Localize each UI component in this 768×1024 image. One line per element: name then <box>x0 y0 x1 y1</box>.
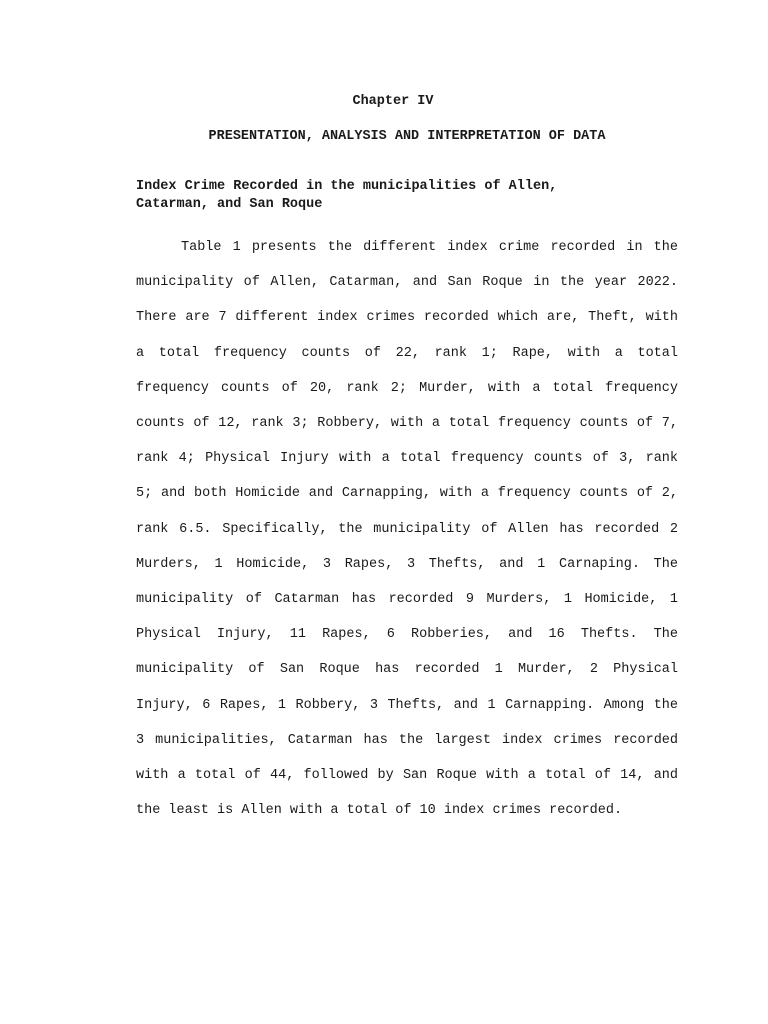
body-paragraph: Table 1 presents the different index crime recorded in the municipality of Allen, Catarman, and San Roque in the year 2022. There are 7 different index crimes recorded which are, Theft, with a total frequency counts of 22, rank 1; Rape, with a total frequency counts of 20, rank 2; Murder, with a total frequency counts of 12, rank 3; Robbery, with a total frequency counts of 7, rank 4; Physical Injury with a total frequency counts of 3, rank 5; and both Homicide and Carnapping, with a frequency counts of 2, rank 6.5. Specifically, the municipality of Allen has recorded 2 Murders, 1 Homicide, 3 Rapes, 3 Thefts, and 1 Carnaping. The municipality of Catarman has recorded 9 Murders, 1 Homicide, 1 Physical Injury, 11 Rapes, 6 Robberies, and 16 Thefts. The municipality of San Roque has recorded 1 Murder, 2 Physical Injury, 6 Rapes, 1 Robbery, 3 Thefts, and 1 Carnapping. Among the 3 municipalities, Catarman has the largest index crimes recorded with a total of 44, followed by San Roque with a total of 14, and the least is Allen with a total of 10 index crimes recorded. <box>136 240 678 819</box>
chapter-heading: Chapter IV <box>352 94 434 109</box>
subheading: Index Crime Recorded in the municipalities of Allen, Catarman, and San Roque <box>136 179 558 212</box>
section-title: PRESENTATION, ANALYSIS AND INTERPRETATION OF DATA <box>208 129 606 144</box>
